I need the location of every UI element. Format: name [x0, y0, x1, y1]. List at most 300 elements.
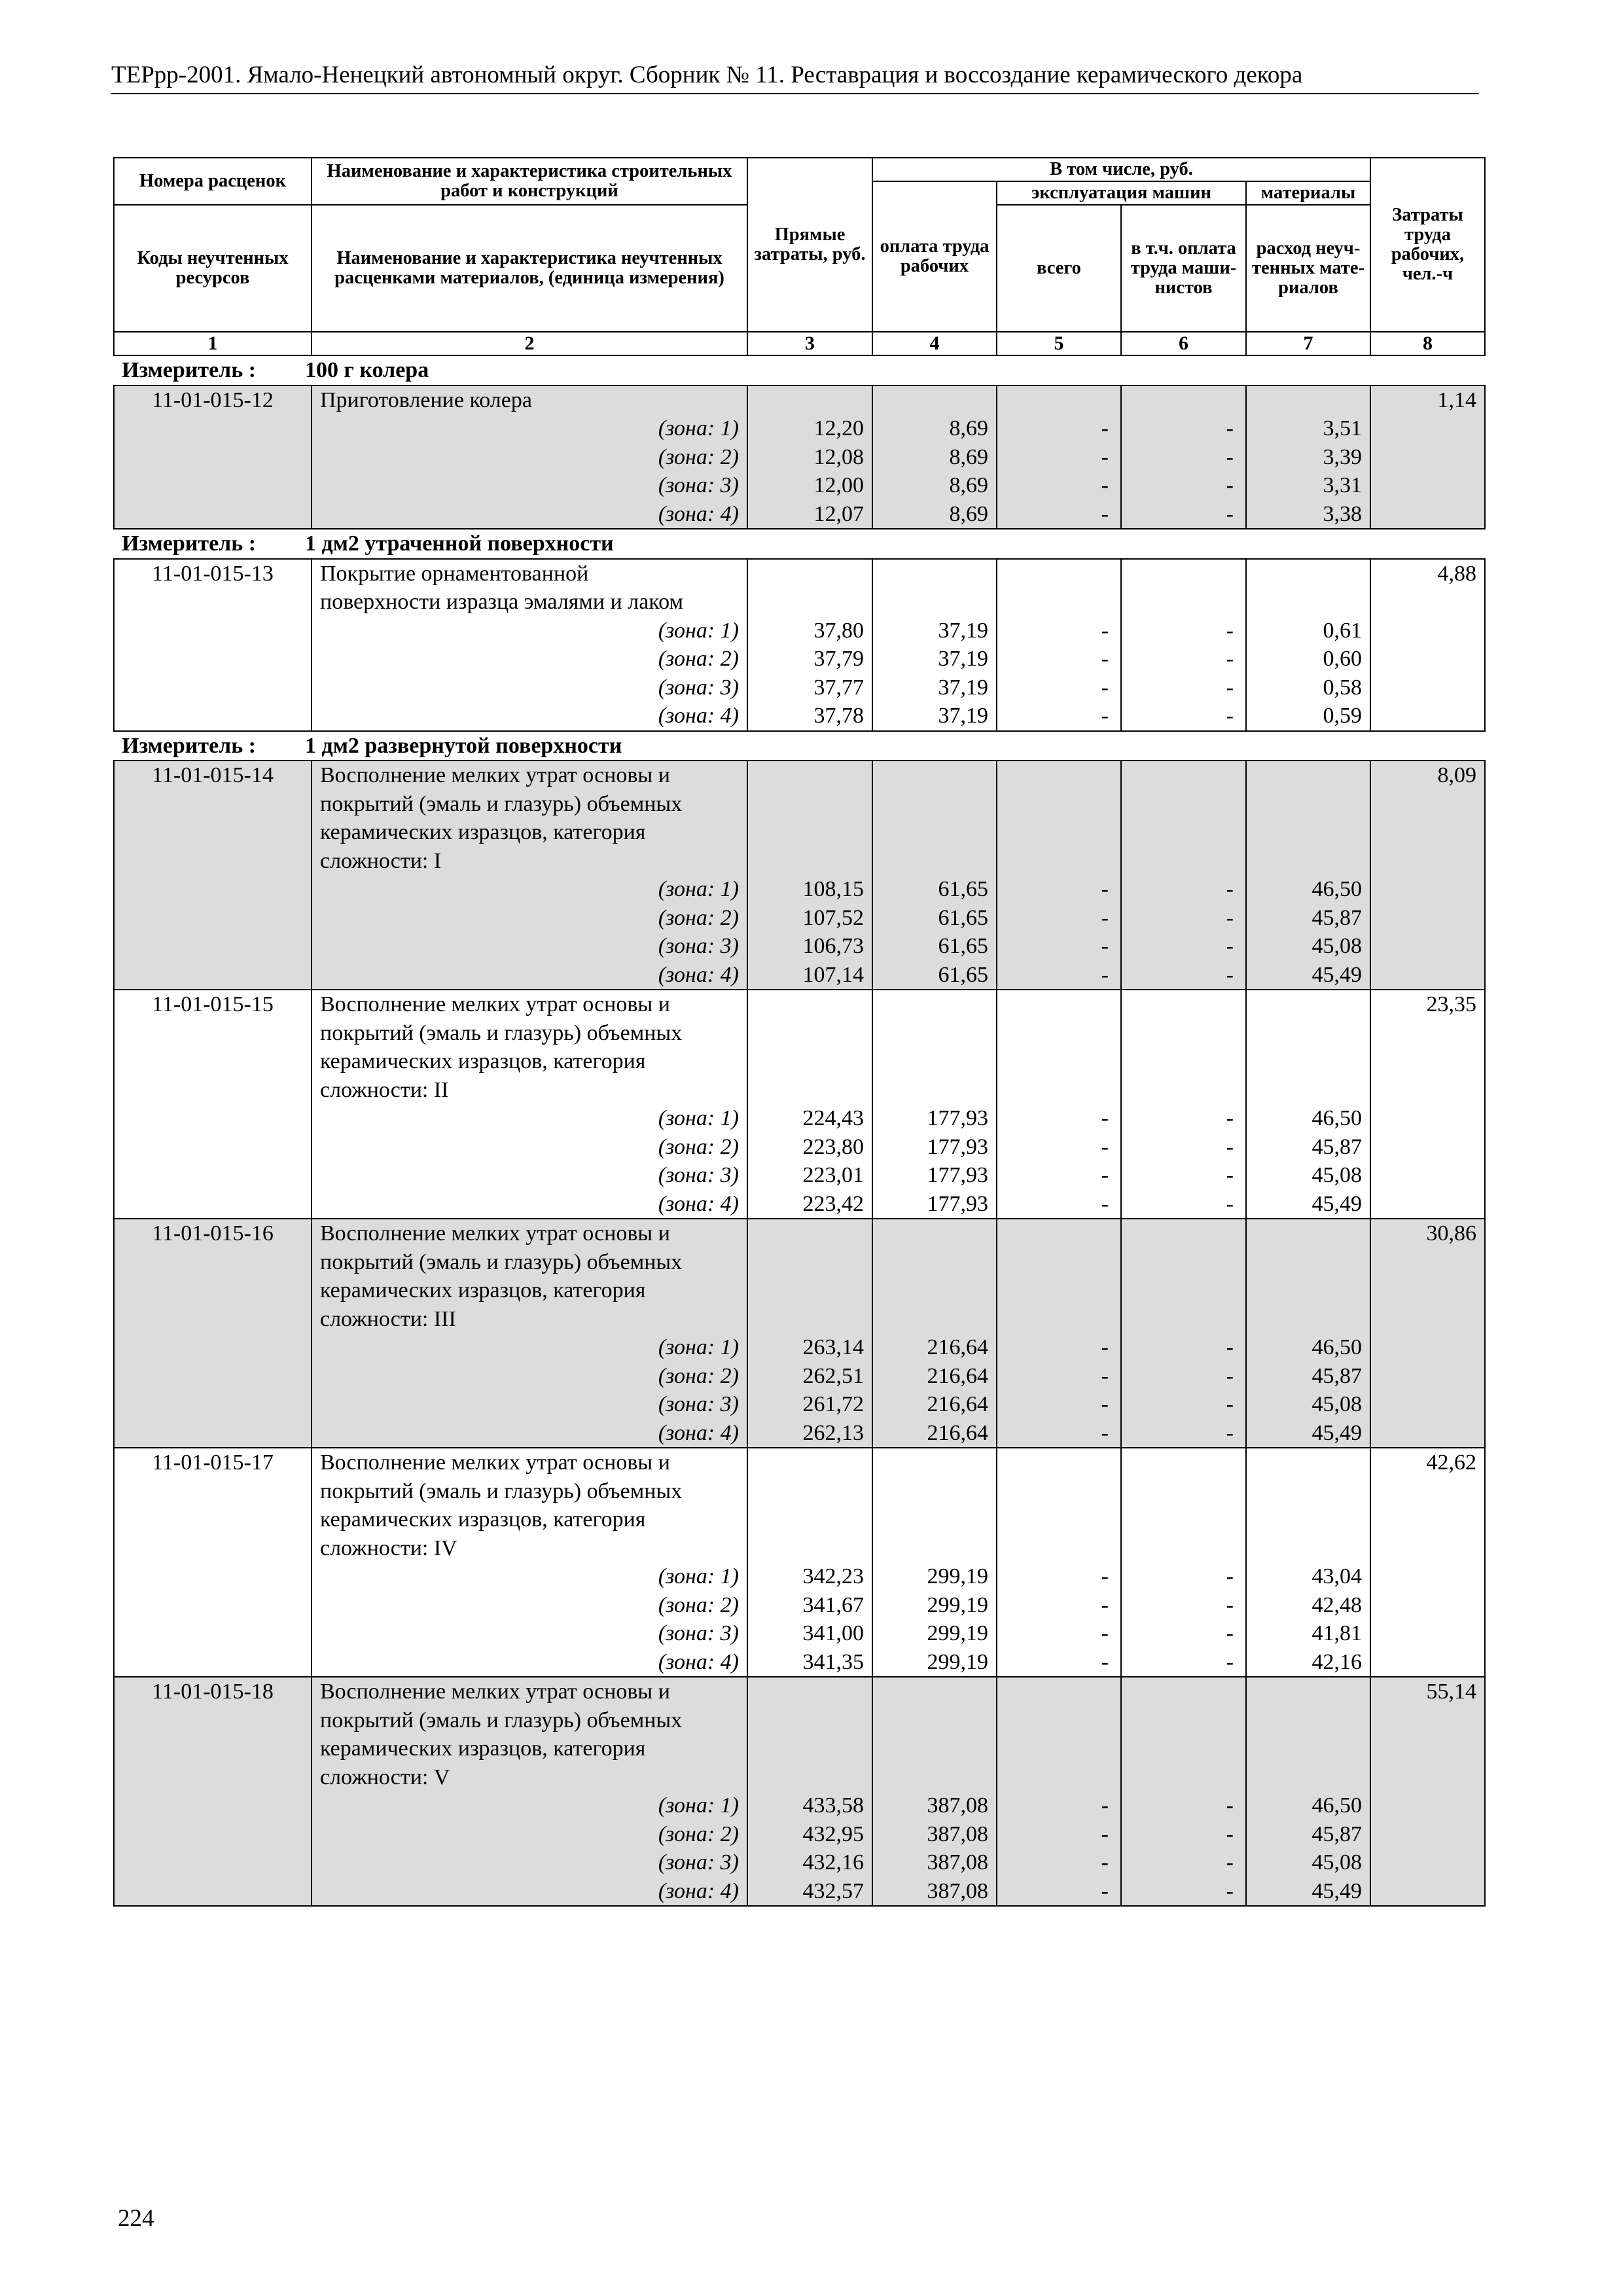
table-cell — [1121, 559, 1246, 588]
table-cell — [1121, 1505, 1246, 1534]
table-row — [114, 1362, 1485, 1391]
materials-cost: 45,49 — [1246, 1877, 1370, 1907]
work-description-line: сложности: I — [312, 847, 747, 876]
col-header-labor-costs: Затраты труда рабочих, чел.-ч — [1370, 158, 1485, 332]
work-description-line: Восполнение мелких утрат основы и — [312, 1219, 747, 1248]
machines-total: - — [997, 645, 1121, 673]
table-cell — [997, 790, 1121, 819]
table-cell — [997, 1076, 1121, 1105]
materials-cost: 0,58 — [1246, 673, 1370, 702]
direct-cost: 12,00 — [747, 471, 872, 500]
zone-label: (зона: 3) — [312, 673, 747, 702]
machinist-pay: - — [1121, 875, 1246, 904]
table-cell — [1370, 847, 1485, 876]
table-cell — [114, 1161, 312, 1190]
worker-pay: 216,64 — [872, 1362, 997, 1391]
rate-code: 11-01-015-14 — [114, 761, 312, 790]
table-cell — [1121, 1276, 1246, 1305]
table-cell — [1246, 1305, 1370, 1334]
table-cell — [1370, 1305, 1485, 1334]
labor-cost: 23,35 — [1370, 990, 1485, 1019]
table-row — [114, 588, 1485, 617]
materials-cost: 46,50 — [1246, 1333, 1370, 1362]
zone-label: (зона: 2) — [312, 1133, 747, 1162]
labor-cost: 4,88 — [1370, 559, 1485, 588]
machinist-pay: - — [1121, 1104, 1246, 1133]
measure-section — [114, 355, 1485, 386]
zone-label: (зона: 3) — [312, 1619, 747, 1648]
direct-cost: 261,72 — [747, 1390, 872, 1419]
table-cell — [114, 1104, 312, 1133]
work-description-line: покрытий (эмаль и глазурь) объемных — [312, 1477, 747, 1506]
zone-label: (зона: 1) — [312, 414, 747, 443]
col-header-worker-pay: оплата труда рабочих — [872, 181, 997, 332]
table-cell — [1370, 1763, 1485, 1792]
table-row — [114, 471, 1485, 500]
table-cell — [872, 1448, 997, 1477]
table-cell — [1370, 875, 1485, 904]
table-row — [114, 1677, 1485, 1706]
work-description-line: Восполнение мелких утрат основы и — [312, 1677, 747, 1706]
table-cell — [1370, 1734, 1485, 1763]
table-cell — [747, 847, 872, 876]
table-cell — [872, 1534, 997, 1563]
table-cell — [1121, 761, 1246, 790]
direct-cost: 342,23 — [747, 1562, 872, 1591]
table-cell — [997, 761, 1121, 790]
worker-pay: 387,08 — [872, 1791, 997, 1820]
table-cell — [747, 1763, 872, 1792]
machinist-pay: - — [1121, 1419, 1246, 1448]
table-row — [114, 1419, 1485, 1448]
machinist-pay: - — [1121, 471, 1246, 500]
table-cell — [114, 818, 312, 847]
materials-cost: 45,87 — [1246, 1362, 1370, 1391]
machinist-pay: - — [1121, 500, 1246, 529]
table-cell — [872, 761, 997, 790]
table-cell — [1370, 1133, 1485, 1162]
table-cell — [1246, 847, 1370, 876]
table-cell — [872, 386, 997, 415]
table-cell — [1370, 1562, 1485, 1591]
page-number: 224 — [118, 2205, 154, 2232]
worker-pay: 8,69 — [872, 471, 997, 500]
table-cell — [1370, 932, 1485, 961]
table-cell — [1370, 1848, 1485, 1877]
table-cell — [1246, 1019, 1370, 1048]
materials-cost: 45,08 — [1246, 1390, 1370, 1419]
table-cell — [1370, 1505, 1485, 1534]
worker-pay: 216,64 — [872, 1333, 997, 1362]
table-row — [114, 1448, 1485, 1477]
machines-total: - — [997, 1161, 1121, 1190]
direct-cost: 37,79 — [747, 645, 872, 673]
table-cell — [114, 1734, 312, 1763]
table-cell — [1370, 500, 1485, 529]
table-cell — [1246, 1534, 1370, 1563]
table-row — [114, 875, 1485, 904]
table-cell — [114, 443, 312, 472]
col-header-rate-numbers: Номера расценок — [114, 158, 312, 205]
materials-cost: 3,39 — [1246, 443, 1370, 472]
table-cell — [747, 1248, 872, 1277]
table-cell — [1370, 1648, 1485, 1677]
zone-label: (зона: 3) — [312, 471, 747, 500]
machinist-pay: - — [1121, 1619, 1246, 1648]
table-cell — [114, 702, 312, 731]
table-cell — [1121, 1677, 1246, 1706]
table-cell — [747, 1534, 872, 1563]
machines-total: - — [997, 1848, 1121, 1877]
table-cell — [872, 1677, 997, 1706]
direct-cost: 223,80 — [747, 1133, 872, 1162]
table-row — [114, 1161, 1485, 1190]
direct-cost: 12,20 — [747, 414, 872, 443]
table-cell — [1246, 1706, 1370, 1735]
direct-cost: 224,43 — [747, 1104, 872, 1133]
col-header-material-use: расход неуч- тенных мате- риалов — [1246, 205, 1370, 332]
table-cell — [872, 1763, 997, 1792]
table-cell — [114, 1562, 312, 1591]
measure-row — [114, 529, 1485, 559]
table-cell — [747, 761, 872, 790]
col-header-material-names: Наименование и характеристика неучтенных расценками материалов, (единица измерения) — [312, 205, 747, 332]
direct-cost: 262,13 — [747, 1419, 872, 1448]
table-row — [114, 932, 1485, 961]
table-cell — [1121, 1706, 1246, 1735]
table-row — [114, 1047, 1485, 1076]
rate-item — [114, 386, 1485, 529]
table-cell — [747, 1076, 872, 1105]
table-row — [114, 559, 1485, 588]
table-cell — [1121, 1248, 1246, 1277]
zone-label: (зона: 4) — [312, 702, 747, 731]
worker-pay: 216,64 — [872, 1390, 997, 1419]
work-description-line: сложности: V — [312, 1763, 747, 1792]
materials-cost: 3,31 — [1246, 471, 1370, 500]
machinist-pay: - — [1121, 1333, 1246, 1362]
measure-unit: 1 дм2 утраченной поверхности — [305, 531, 614, 556]
work-description-line: сложности: II — [312, 1076, 747, 1105]
materials-cost: 45,87 — [1246, 1133, 1370, 1162]
materials-cost: 41,81 — [1246, 1619, 1370, 1648]
table-row — [114, 818, 1485, 847]
table-cell — [997, 1248, 1121, 1277]
table-cell — [1121, 790, 1246, 819]
direct-cost: 341,00 — [747, 1619, 872, 1648]
machines-total: - — [997, 1190, 1121, 1219]
materials-cost: 45,08 — [1246, 932, 1370, 961]
table-cell — [1370, 1791, 1485, 1820]
materials-cost: 45,87 — [1246, 904, 1370, 933]
table-row — [114, 1734, 1485, 1763]
zone-label: (зона: 1) — [312, 1104, 747, 1133]
machinist-pay: - — [1121, 1190, 1246, 1219]
measure-cell — [114, 731, 1485, 761]
table-cell — [114, 1848, 312, 1877]
rate-item — [114, 559, 1485, 731]
table-cell — [747, 1505, 872, 1534]
worker-pay: 299,19 — [872, 1619, 997, 1648]
table-cell — [1370, 1390, 1485, 1419]
machinist-pay: - — [1121, 932, 1246, 961]
machines-total: - — [997, 1877, 1121, 1907]
direct-cost: 433,58 — [747, 1791, 872, 1820]
table-cell — [1246, 1047, 1370, 1076]
worker-pay: 37,19 — [872, 673, 997, 702]
work-description-line: Восполнение мелких утрат основы и — [312, 1448, 747, 1477]
direct-cost: 37,80 — [747, 617, 872, 645]
measure-section — [114, 529, 1485, 559]
table-cell — [872, 1219, 997, 1248]
zone-label: (зона: 3) — [312, 1390, 747, 1419]
zone-label: (зона: 3) — [312, 1161, 747, 1190]
table-row — [114, 1276, 1485, 1305]
machines-total: - — [997, 500, 1121, 529]
table-cell — [1370, 818, 1485, 847]
direct-cost: 108,15 — [747, 875, 872, 904]
table-cell — [997, 1677, 1121, 1706]
rate-code: 11-01-015-17 — [114, 1448, 312, 1477]
table-cell — [872, 1276, 997, 1305]
materials-cost: 0,60 — [1246, 645, 1370, 673]
zone-label: (зона: 4) — [312, 1419, 747, 1448]
table-cell — [1246, 990, 1370, 1019]
worker-pay: 177,93 — [872, 1161, 997, 1190]
table-cell — [1121, 1019, 1246, 1048]
worker-pay: 177,93 — [872, 1190, 997, 1219]
table-row — [114, 1706, 1485, 1735]
table-cell — [1121, 1047, 1246, 1076]
machines-total: - — [997, 1619, 1121, 1648]
direct-cost: 432,57 — [747, 1877, 872, 1907]
table-cell — [1370, 1161, 1485, 1190]
zone-label: (зона: 2) — [312, 1591, 747, 1620]
machinist-pay: - — [1121, 1133, 1246, 1162]
table-cell — [997, 990, 1121, 1019]
work-description-line: Восполнение мелких утрат основы и — [312, 990, 747, 1019]
worker-pay: 216,64 — [872, 1419, 997, 1448]
machines-total: - — [997, 961, 1121, 990]
machines-total: - — [997, 1362, 1121, 1391]
table-cell — [114, 847, 312, 876]
machinist-pay: - — [1121, 443, 1246, 472]
direct-cost: 432,16 — [747, 1848, 872, 1877]
machines-total: - — [997, 1791, 1121, 1820]
col-header-materials: материалы — [1246, 181, 1370, 205]
table-row — [114, 1763, 1485, 1792]
table-cell — [997, 559, 1121, 588]
table-cell — [1121, 1076, 1246, 1105]
worker-pay: 387,08 — [872, 1820, 997, 1849]
materials-cost: 45,49 — [1246, 1190, 1370, 1219]
table-cell — [997, 1734, 1121, 1763]
table-row — [114, 1305, 1485, 1334]
table-cell — [114, 790, 312, 819]
labor-cost: 55,14 — [1370, 1677, 1485, 1706]
column-number: 4 — [872, 332, 997, 355]
table-cell — [1246, 1763, 1370, 1792]
table-cell — [747, 1219, 872, 1248]
table-cell — [114, 645, 312, 673]
work-description-line: покрытий (эмаль и глазурь) объемных — [312, 1019, 747, 1048]
table-cell — [872, 818, 997, 847]
col-header-direct-costs: Прямые затраты, руб. — [747, 158, 872, 332]
table-cell — [114, 932, 312, 961]
column-number: 1 — [114, 332, 312, 355]
table-row — [114, 1133, 1485, 1162]
measure-unit: 100 г колера — [305, 358, 429, 382]
table-cell — [114, 1791, 312, 1820]
machinist-pay: - — [1121, 617, 1246, 645]
table-cell — [114, 1763, 312, 1792]
table-row — [114, 1190, 1485, 1219]
zone-label: (зона: 4) — [312, 961, 747, 990]
measure-section — [114, 731, 1485, 761]
table-row — [114, 386, 1485, 415]
table-cell — [1121, 1763, 1246, 1792]
table-cell — [1121, 1477, 1246, 1506]
table-row — [114, 1534, 1485, 1563]
worker-pay: 61,65 — [872, 875, 997, 904]
measure-row — [114, 355, 1485, 386]
table-row — [114, 1390, 1485, 1419]
machines-total: - — [997, 1133, 1121, 1162]
machines-total: - — [997, 1333, 1121, 1362]
machines-total: - — [997, 673, 1121, 702]
table-cell — [114, 1820, 312, 1849]
table-cell — [872, 1706, 997, 1735]
col-header-machines-total: всего — [997, 205, 1121, 332]
machines-total: - — [997, 1820, 1121, 1849]
table-row — [114, 761, 1485, 790]
table-cell — [747, 1305, 872, 1334]
table-row — [114, 414, 1485, 443]
table-cell — [114, 875, 312, 904]
direct-cost: 12,08 — [747, 443, 872, 472]
table-cell — [114, 1047, 312, 1076]
table-row — [114, 1562, 1485, 1591]
machinist-pay: - — [1121, 1562, 1246, 1591]
table-row — [114, 1248, 1485, 1277]
measure-label: Измеритель : — [122, 733, 257, 758]
direct-cost: 37,78 — [747, 702, 872, 731]
labor-cost: 8,09 — [1370, 761, 1485, 790]
table-cell — [114, 1362, 312, 1391]
materials-cost: 3,51 — [1246, 414, 1370, 443]
table-cell — [114, 471, 312, 500]
table-cell — [1370, 1333, 1485, 1362]
measure-label: Измеритель : — [122, 531, 257, 556]
table-cell — [747, 559, 872, 588]
column-number: 3 — [747, 332, 872, 355]
table-row — [114, 617, 1485, 645]
table-cell — [1246, 1505, 1370, 1534]
table-cell — [1246, 1677, 1370, 1706]
machines-total: - — [997, 1104, 1121, 1133]
table-row — [114, 1333, 1485, 1362]
table-cell — [1246, 588, 1370, 617]
table-row — [114, 847, 1485, 876]
table-cell — [997, 1219, 1121, 1248]
table-cell — [1370, 443, 1485, 472]
table-cell — [997, 1019, 1121, 1048]
table-cell — [114, 1276, 312, 1305]
table-cell — [1246, 1448, 1370, 1477]
table-cell — [747, 1047, 872, 1076]
column-number: 5 — [997, 332, 1121, 355]
work-description-line: сложности: IV — [312, 1534, 747, 1563]
table-cell — [1370, 961, 1485, 990]
table-cell — [1121, 990, 1246, 1019]
table-row — [114, 1648, 1485, 1677]
machinist-pay: - — [1121, 1362, 1246, 1391]
materials-cost: 46,50 — [1246, 875, 1370, 904]
direct-cost: 223,01 — [747, 1161, 872, 1190]
table-cell — [1246, 1219, 1370, 1248]
column-number: 2 — [312, 332, 747, 355]
worker-pay: 387,08 — [872, 1877, 997, 1907]
worker-pay: 8,69 — [872, 414, 997, 443]
rate-item — [114, 1677, 1485, 1906]
table-cell — [114, 1505, 312, 1534]
labor-cost: 42,62 — [1370, 1448, 1485, 1477]
table-cell — [114, 1619, 312, 1648]
machines-total: - — [997, 932, 1121, 961]
table-cell — [1370, 1706, 1485, 1735]
worker-pay: 8,69 — [872, 500, 997, 529]
table-cell — [997, 1305, 1121, 1334]
direct-cost: 106,73 — [747, 932, 872, 961]
table-cell — [1370, 1076, 1485, 1105]
table-cell — [1370, 588, 1485, 617]
machines-total: - — [997, 875, 1121, 904]
zone-label: (зона: 1) — [312, 617, 747, 645]
machinist-pay: - — [1121, 1591, 1246, 1620]
table-cell — [1370, 1248, 1485, 1277]
table-cell — [997, 1047, 1121, 1076]
table-header — [114, 158, 1485, 355]
work-description-line: Покрытие орнаментованной — [312, 559, 747, 588]
machinist-pay: - — [1121, 1820, 1246, 1849]
machines-total: - — [997, 617, 1121, 645]
worker-pay: 37,19 — [872, 645, 997, 673]
table-cell — [114, 1534, 312, 1563]
machinist-pay: - — [1121, 904, 1246, 933]
table-row — [114, 1791, 1485, 1820]
zone-label: (зона: 1) — [312, 875, 747, 904]
column-number: 7 — [1246, 332, 1370, 355]
rate-code: 11-01-015-18 — [114, 1677, 312, 1706]
table-cell — [872, 1734, 997, 1763]
table-cell — [872, 790, 997, 819]
column-numbers-row — [114, 332, 1485, 355]
direct-cost: 12,07 — [747, 500, 872, 529]
zone-label: (зона: 2) — [312, 904, 747, 933]
table-cell — [1121, 1734, 1246, 1763]
materials-cost: 45,49 — [1246, 961, 1370, 990]
table-cell — [1246, 1734, 1370, 1763]
worker-pay: 387,08 — [872, 1848, 997, 1877]
table-cell — [872, 1305, 997, 1334]
table-cell — [1121, 1219, 1246, 1248]
table-cell — [1370, 1419, 1485, 1448]
materials-cost: 46,50 — [1246, 1791, 1370, 1820]
zone-label: (зона: 1) — [312, 1791, 747, 1820]
table-row — [114, 904, 1485, 933]
table-cell — [1370, 790, 1485, 819]
worker-pay: 299,19 — [872, 1562, 997, 1591]
